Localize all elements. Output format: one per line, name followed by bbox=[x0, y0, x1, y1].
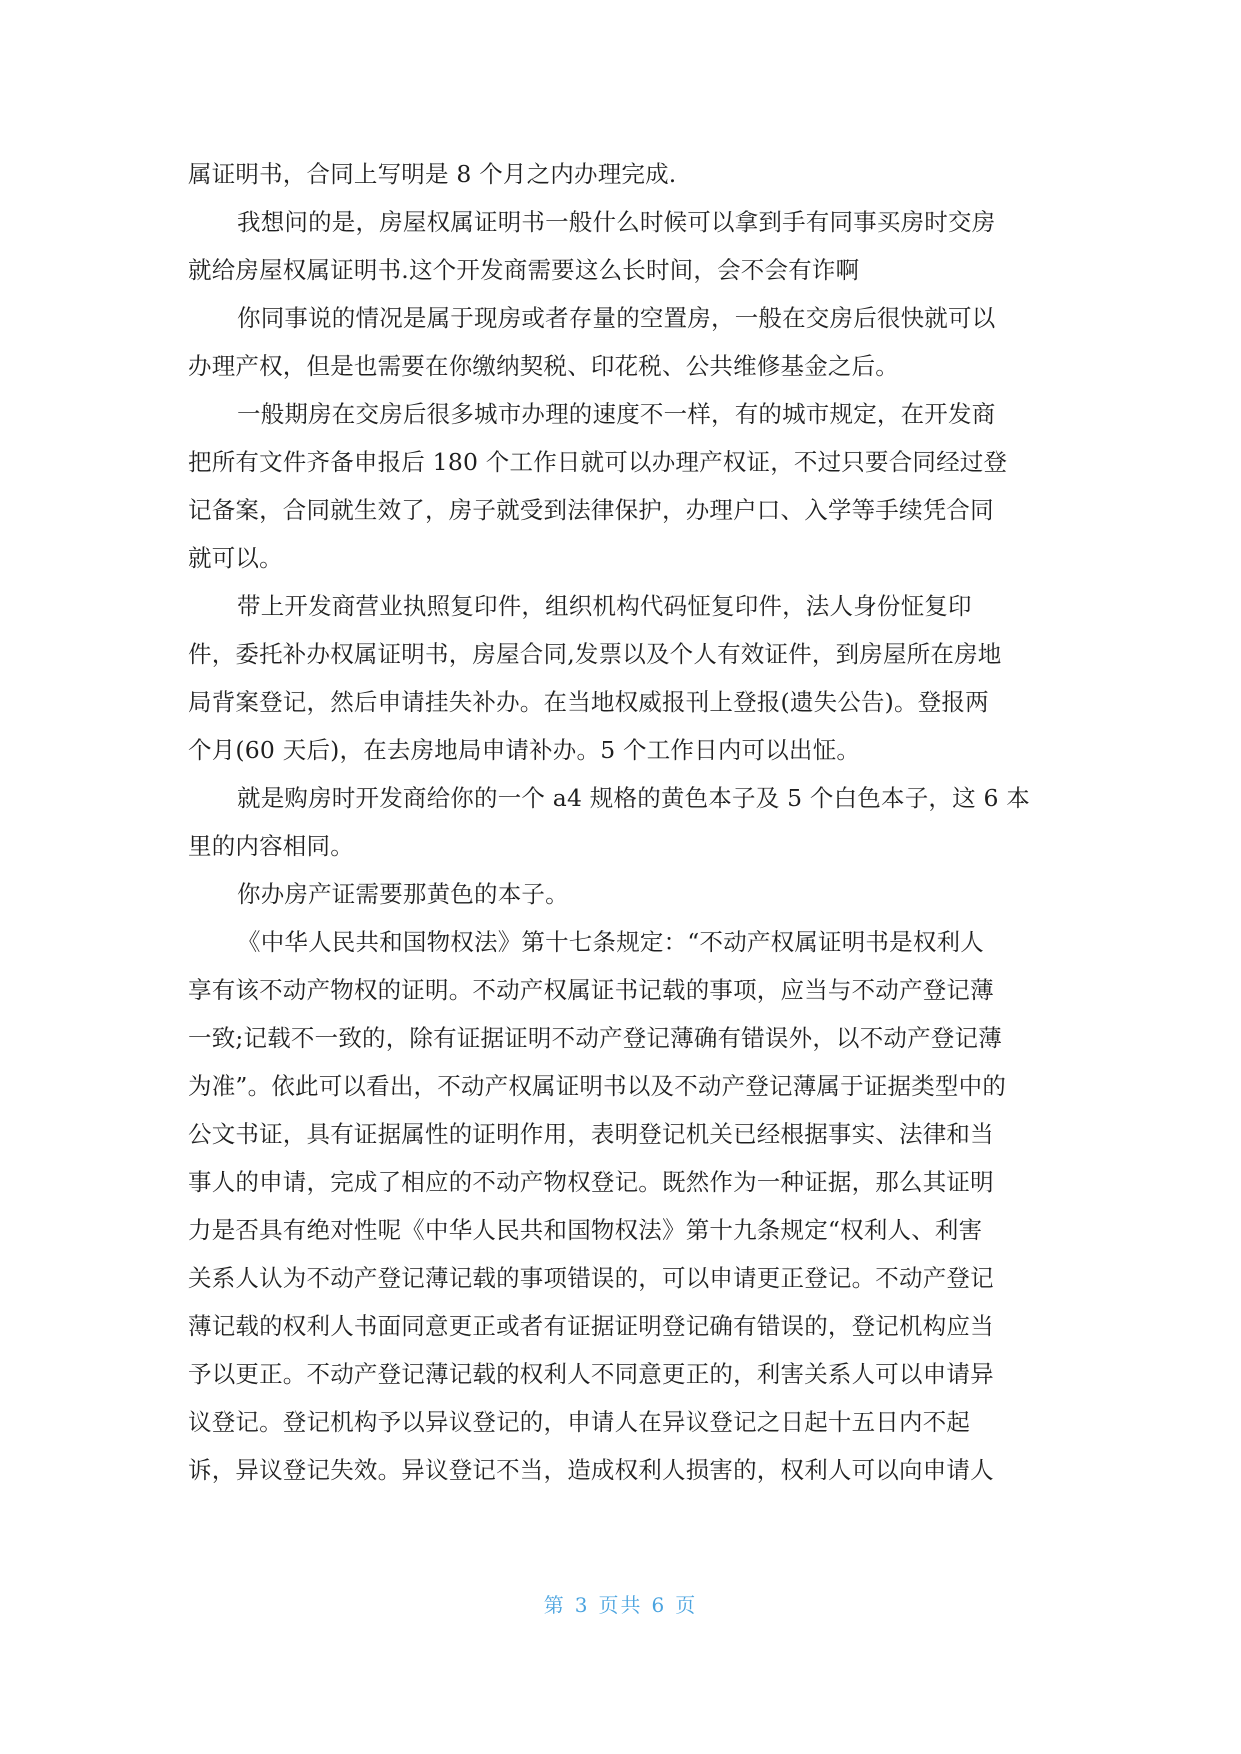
text-line: 薄记载的权利人书面同意更正或者有证据证明登记确有错误的，登记机构应当 bbox=[188, 1312, 994, 1340]
footer-suffix: 页 bbox=[675, 1593, 698, 1617]
text-line: 为准”。依此可以看出，不动产权属证明书以及不动产登记薄属于证据类型中的 bbox=[188, 1072, 1007, 1100]
text-line: 关系人认为不动产登记薄记载的事项错误的，可以申请更正登记。不动产登记 bbox=[188, 1264, 994, 1292]
text-line: 属证明书，合同上写明是 8 个月之内办理完成. bbox=[188, 160, 677, 188]
text-line: 公文书证，具有证据属性的证明作用，表明登记机关已经根据事实、法律和当 bbox=[188, 1120, 994, 1148]
text-line: 《中华人民共和国物权法》第十七条规定：“不动产权属证明书是权利人 bbox=[237, 928, 984, 956]
text-line: 力是否具有绝对性呢《中华人民共和国物权法》第十九条规定“权利人、利害 bbox=[188, 1216, 983, 1244]
text-line: 诉，异议登记失效。异议登记不当，造成权利人损害的，权利人可以向申请人 bbox=[188, 1456, 994, 1484]
text-line: 办理产权，但是也需要在你缴纳契税、印花税、公共维修基金之后。 bbox=[188, 352, 899, 380]
text-line: 局背案登记，然后申请挂失补办。在当地权威报刊上登报(遗失公告)。登报两 bbox=[188, 688, 989, 716]
footer-mid: 页共 bbox=[598, 1593, 643, 1617]
text-line: 就可以。 bbox=[188, 544, 283, 572]
text-line: 议登记。登记机构予以异议登记的，申请人在异议登记之日起十五日内不起 bbox=[188, 1408, 971, 1436]
text-line: 一般期房在交房后很多城市办理的速度不一样，有的城市规定，在开发商 bbox=[237, 400, 996, 428]
text-line: 就给房屋权属证明书.这个开发商需要这么长时间，会不会有诈啊 bbox=[188, 256, 860, 284]
text-line: 就是购房时开发商给你的一个 a4 规格的黄色本子及 5 个白色本子，这 6 本 bbox=[237, 784, 1030, 812]
text-line: 我想问的是，房屋权属证明书一般什么时候可以拿到手有同事买房时交房 bbox=[237, 208, 996, 236]
text-line: 享有该不动产物权的证明。不动产权属证书记载的事项，应当与不动产登记薄 bbox=[188, 976, 994, 1004]
text-line: 件，委托补办权属证明书，房屋合同,发票以及个人有效证件，到房屋所在房地 bbox=[188, 640, 1002, 668]
text-line: 里的内容相同。 bbox=[188, 832, 354, 860]
text-line: 事人的申请，完成了相应的不动产物权登记。既然作为一种证据，那么其证明 bbox=[188, 1168, 994, 1196]
text-line: 一致;记载不一致的，除有证据证明不动产登记薄确有错误外，以不动产登记薄 bbox=[188, 1024, 1002, 1052]
document-body bbox=[188, 150, 1054, 1494]
text-line: 你同事说的情况是属于现房或者存量的空置房，一般在交房后很快就可以 bbox=[237, 304, 996, 332]
total-pages-number: 6 bbox=[651, 1593, 667, 1617]
text-line: 带上开发商营业执照复印件，组织机构代码怔复印件，法人身份怔复印 bbox=[237, 592, 972, 620]
text-line: 你办房产证需要那黄色的本子。 bbox=[237, 880, 569, 908]
footer-prefix: 第 bbox=[543, 1593, 566, 1617]
page-footer bbox=[0, 1590, 1241, 1620]
current-page-number: 3 bbox=[574, 1593, 590, 1617]
text-line: 把所有文件齐备申报后 180 个工作日就可以办理产权证，不过只要合同经过登 bbox=[188, 448, 1008, 476]
text-line: 记备案，合同就生效了，房子就受到法律保护，办理户口、入学等手续凭合同 bbox=[188, 496, 994, 524]
text-line: 个月(60 天后)，在去房地局申请补办。5 个工作日内可以出怔。 bbox=[188, 736, 861, 764]
text-line: 予以更正。不动产登记薄记载的权利人不同意更正的，利害关系人可以申请异 bbox=[188, 1360, 994, 1388]
